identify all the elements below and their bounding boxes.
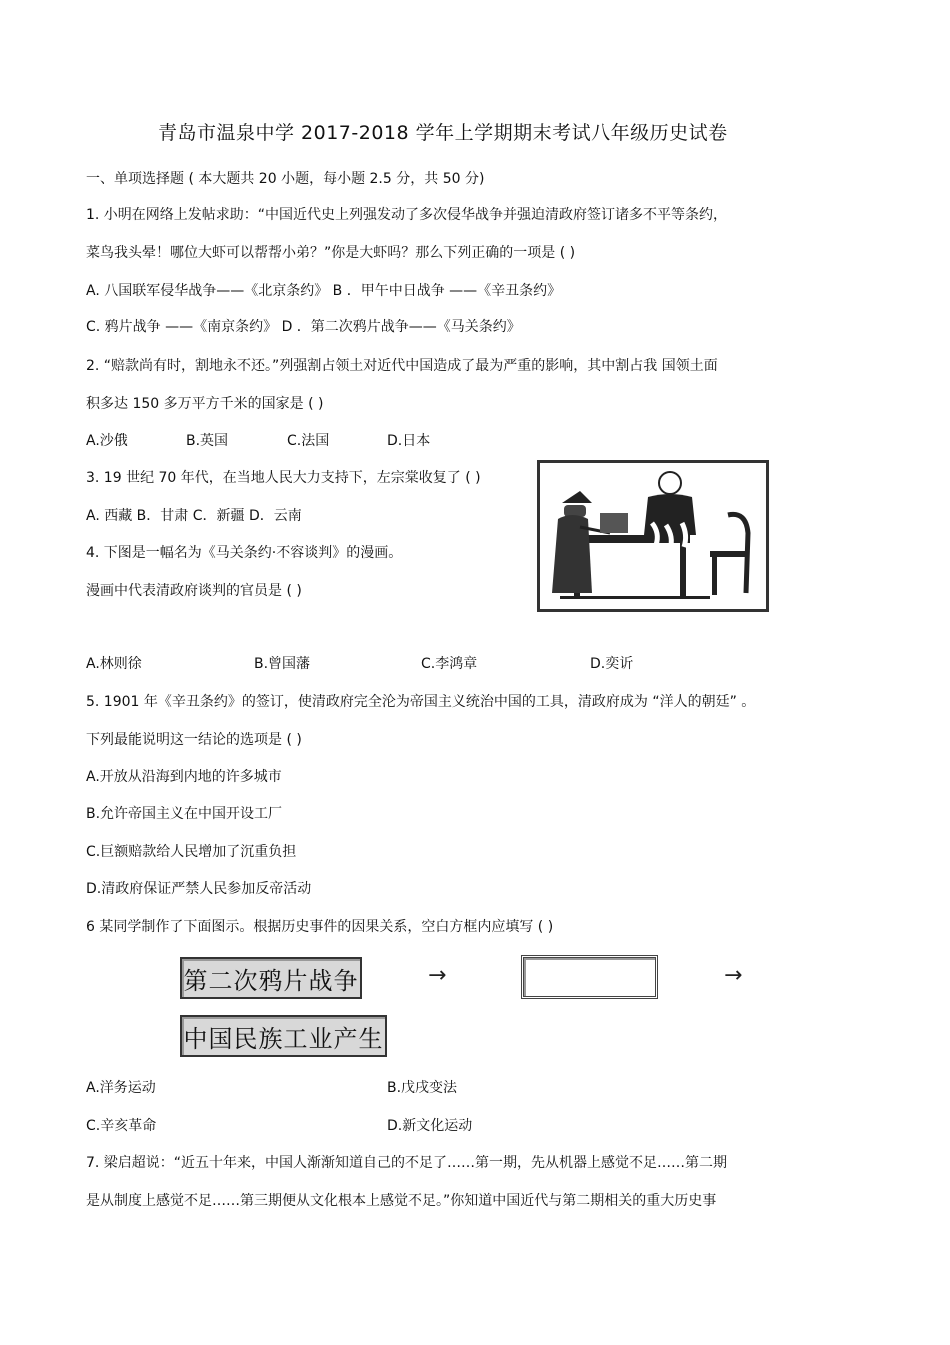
question-1-option-ab: A. 八国联军侵华战争——《北京条约》 B ．甲午中日战争 ——《辛丑条约》 [86, 283, 562, 299]
question-5-line-2: 下列最能说明这一结论的选项是 ( ) [86, 732, 302, 748]
question-2-line-2: 积多达 150 多万平方千米的国家是 ( ) [86, 396, 324, 412]
diagram-arrow-1: → [428, 963, 447, 988]
question-6-option-d: D.新文化运动 [387, 1118, 473, 1134]
question-6-option-c: C.辛亥革命 [86, 1118, 157, 1134]
question-5-option-a: A.开放从沿海到内地的许多城市 [86, 769, 282, 785]
question-2-option-b: B.英国 [186, 433, 229, 449]
question-2-option-a: A.沙俄 [86, 433, 128, 449]
question-4-option-d: D.奕䜣 [590, 656, 634, 672]
question-6-option-a: A.洋务运动 [86, 1080, 156, 1096]
question-2-option-d: D.日本 [387, 433, 431, 449]
diagram-blank-box [521, 955, 658, 999]
question-4-line-2: 漫画中代表清政府谈判的官员是 ( ) [86, 583, 302, 599]
question-4-option-b: B.曾国藩 [254, 656, 311, 672]
question-3-line-1: 3. 19 世纪 70 年代，在当地人民大力支持下，左宗棠收复了 ( ) [86, 470, 481, 486]
question-4-line-1: 4. 下图是一幅名为《马关条约·不容谈判》的漫画。 [86, 545, 403, 561]
question-2-option-c: C.法国 [287, 433, 330, 449]
question-5-option-d: D.清政府保证严禁人民参加反帝活动 [86, 881, 312, 897]
question-5-option-c: C.巨额赔款给人民增加了沉重负担 [86, 844, 297, 860]
exam-title: 青岛市温泉中学 2017-2018 学年上学期期末考试八年级历史试卷 [158, 122, 728, 144]
question-6-option-b: B.戊戌变法 [387, 1080, 458, 1096]
question-1-option-cd: C. 鸦片战争 ——《南京条约》 D ．第二次鸦片战争——《马关条约》 [86, 319, 521, 335]
question-7-line-2: 是从制度上感觉不足……第三期便从文化根本上感觉不足。”你知道中国近代与第二期相关的重大历史事 [86, 1193, 717, 1209]
section-heading: 一、单项选择题 ( 本大题共 20 小题，每小题 2.5 分，共 50 分) [86, 171, 485, 187]
diagram-box-second-opium-war: 第二次鸦片战争 [180, 957, 362, 999]
question-3-options: A. 西藏 B．甘肃 C．新疆 D．云南 [86, 508, 302, 524]
diagram-box-national-industry: 中国民族工业产生 [180, 1015, 387, 1057]
question-7-line-1: 7. 梁启超说：“近五十年来，中国人渐渐知道自己的不足了……第一期，先从机器上感觉不足……第二期 [86, 1155, 728, 1171]
question-2-line-1: 2. “赔款尚有时，割地永不还。”列强割占领土对近代中国造成了最为严重的影响，其中割占我 国领土面 [86, 358, 718, 374]
question-5-line-1: 5. 1901 年《辛丑条约》的签订，使清政府完全沦为帝国主义统治中国的工具，清政府成为 “洋人的朝廷” 。 [86, 694, 756, 710]
treaty-cartoon-image [537, 460, 769, 612]
question-4-option-a: A.林则徐 [86, 656, 142, 672]
question-5-option-b: B.允许帝国主义在中国开设工厂 [86, 806, 283, 822]
question-6-line-1: 6 某同学制作了下面图示。根据历史事件的因果关系，空白方框内应填写 ( ) [86, 919, 554, 935]
diagram-arrow-2: → [724, 963, 743, 988]
question-4-option-c: C.李鸿章 [421, 656, 478, 672]
question-1-line-2: 菜鸟我头晕！哪位大虾可以帮帮小弟？”你是大虾吗？那么下列正确的一项是 ( ) [86, 245, 576, 261]
question-1-line-1: 1. 小明在网络上发帖求助：“中国近代史上列强发动了多次侵华战争并强迫清政府签订诸多不平等条约， [86, 207, 728, 223]
cartoon-drawing [540, 463, 766, 609]
